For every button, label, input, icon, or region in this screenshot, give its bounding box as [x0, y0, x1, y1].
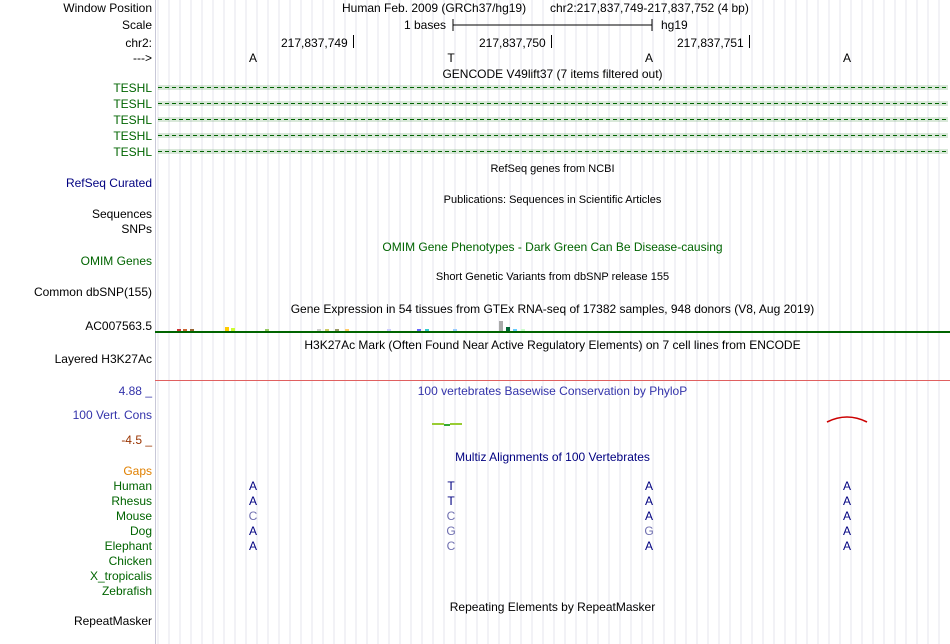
phylop-min-value: -4.5 _ — [121, 433, 152, 447]
ruler-tick-label: 217,837,750 — [479, 36, 546, 50]
pubs-snps-label[interactable]: SNPs — [121, 222, 152, 236]
alignment-base: A — [842, 479, 851, 493]
alignment-base: A — [644, 479, 653, 493]
alignment-base: A — [248, 524, 257, 538]
scale-db: hg19 — [661, 18, 688, 32]
gencode-item-label[interactable]: TESHL — [113, 145, 152, 159]
dna-base: A — [248, 51, 257, 65]
gtex-track-title[interactable]: Gene Expression in 54 tissues from GTEx RNA-seq of 17382 samples, 948 donors (V8, Aug 2019) — [290, 302, 815, 316]
ruler-tick — [353, 35, 354, 48]
alignment-base: T — [447, 494, 455, 508]
refseq-track-label[interactable]: RefSeq Curated — [65, 176, 152, 190]
ruler-tick-label: 217,837,749 — [281, 36, 348, 50]
window-position-label: Window Position — [63, 1, 152, 15]
species-label[interactable]: Chicken — [108, 554, 152, 568]
dna-base: A — [842, 51, 851, 65]
dbsnp-track-label[interactable]: Common dbSNP(155) — [33, 285, 152, 299]
ruler-tick — [749, 35, 750, 48]
alignment-base: A — [644, 494, 653, 508]
phylop-track-title[interactable]: 100 vertebrates Basewise Conservation by PhyloP — [417, 384, 688, 398]
alignment-base: A — [842, 524, 851, 538]
chrom-label: chr2: — [125, 36, 152, 50]
phylop-signal-small — [430, 416, 470, 428]
h3k27ac-track-label[interactable]: Layered H3K27Ac — [54, 352, 152, 366]
species-label[interactable]: Rhesus — [111, 494, 152, 508]
gencode-item-label[interactable]: TESHL — [113, 113, 152, 127]
alignment-base: A — [644, 539, 653, 553]
gtex-expression-plot[interactable] — [155, 319, 950, 333]
alignment-base: A — [248, 479, 257, 493]
gencode-transcript-feature[interactable] — [158, 101, 948, 106]
gencode-item-label[interactable]: TESHL — [113, 129, 152, 143]
phylop-track-label[interactable]: 100 Vert. Cons — [72, 408, 152, 422]
h3k27ac-track-title[interactable]: H3K27Ac Mark (Often Found Near Active Regulatory Elements) on 7 cell lines from ENCODE — [304, 338, 801, 352]
phylop-signal-peak — [824, 412, 870, 424]
pubs-sequences-label[interactable]: Sequences — [91, 207, 152, 221]
species-label[interactable]: Mouse — [115, 509, 152, 523]
species-label[interactable]: Dog — [129, 524, 152, 538]
alignment-base: T — [447, 479, 455, 493]
gtex-gene-label[interactable]: AC007563.5 — [85, 319, 152, 333]
species-label[interactable]: Elephant — [104, 539, 152, 553]
gencode-item-label[interactable]: TESHL — [113, 81, 152, 95]
gencode-transcript-feature[interactable] — [158, 133, 948, 138]
dna-base: T — [447, 51, 455, 65]
alignment-base: A — [842, 539, 851, 553]
position-readout[interactable]: chr2:217,837,749-217,837,752 (4 bp) — [550, 1, 749, 15]
ruler-tick-label: 217,837,751 — [677, 36, 744, 50]
multiz-track-title[interactable]: Multiz Alignments of 100 Vertebrates — [455, 450, 650, 464]
gencode-track-title[interactable]: GENCODE V49lift37 (7 items filtered out) — [442, 67, 663, 81]
alignment-base: A — [644, 509, 653, 523]
alignment-base: A — [842, 494, 851, 508]
alignment-base: G — [644, 524, 654, 538]
omim-track-title[interactable]: OMIM Gene Phenotypes - Dark Green Can Be Disease-causing — [382, 240, 723, 254]
gaps-label: Gaps — [123, 464, 152, 478]
assembly-name: Human Feb. 2009 (GRCh37/hg19) — [342, 1, 527, 15]
gencode-transcript-feature[interactable] — [158, 85, 948, 90]
alignment-base: A — [248, 494, 257, 508]
alignment-base: C — [446, 539, 456, 553]
phylop-max-value: 4.88 _ — [118, 384, 152, 398]
alignment-base: A — [248, 539, 257, 553]
gencode-transcript-feature[interactable] — [158, 149, 948, 154]
species-label[interactable]: Human — [113, 479, 152, 493]
species-label[interactable]: Zebrafish — [101, 584, 152, 598]
gencode-transcript-feature[interactable] — [158, 117, 948, 122]
alignment-base: G — [446, 524, 456, 538]
pubs-track-title[interactable]: Publications: Sequences in Scientific Articles — [443, 194, 662, 206]
omim-track-label[interactable]: OMIM Genes — [80, 254, 152, 268]
rmsk-track-title[interactable]: Repeating Elements by RepeatMasker — [449, 600, 656, 614]
gencode-item-label[interactable]: TESHL — [113, 97, 152, 111]
scale-label: Scale — [121, 18, 152, 32]
scale-text: 1 bases — [404, 18, 447, 32]
species-label[interactable]: X_tropicalis — [89, 569, 152, 583]
alignment-base: C — [248, 509, 258, 523]
ruler-tick — [551, 35, 552, 48]
alignment-base: A — [842, 509, 851, 523]
rmsk-track-label[interactable]: RepeatMasker — [73, 614, 152, 628]
h3k27ac-signal-line — [155, 380, 950, 381]
scale-bar — [452, 18, 654, 32]
refseq-track-title[interactable]: RefSeq genes from NCBI — [490, 163, 615, 175]
dbsnp-track-title[interactable]: Short Genetic Variants from dbSNP release 155 — [435, 271, 670, 283]
strand-label: ---> — [133, 51, 152, 65]
alignment-base: C — [446, 509, 456, 523]
dna-base: A — [644, 51, 653, 65]
